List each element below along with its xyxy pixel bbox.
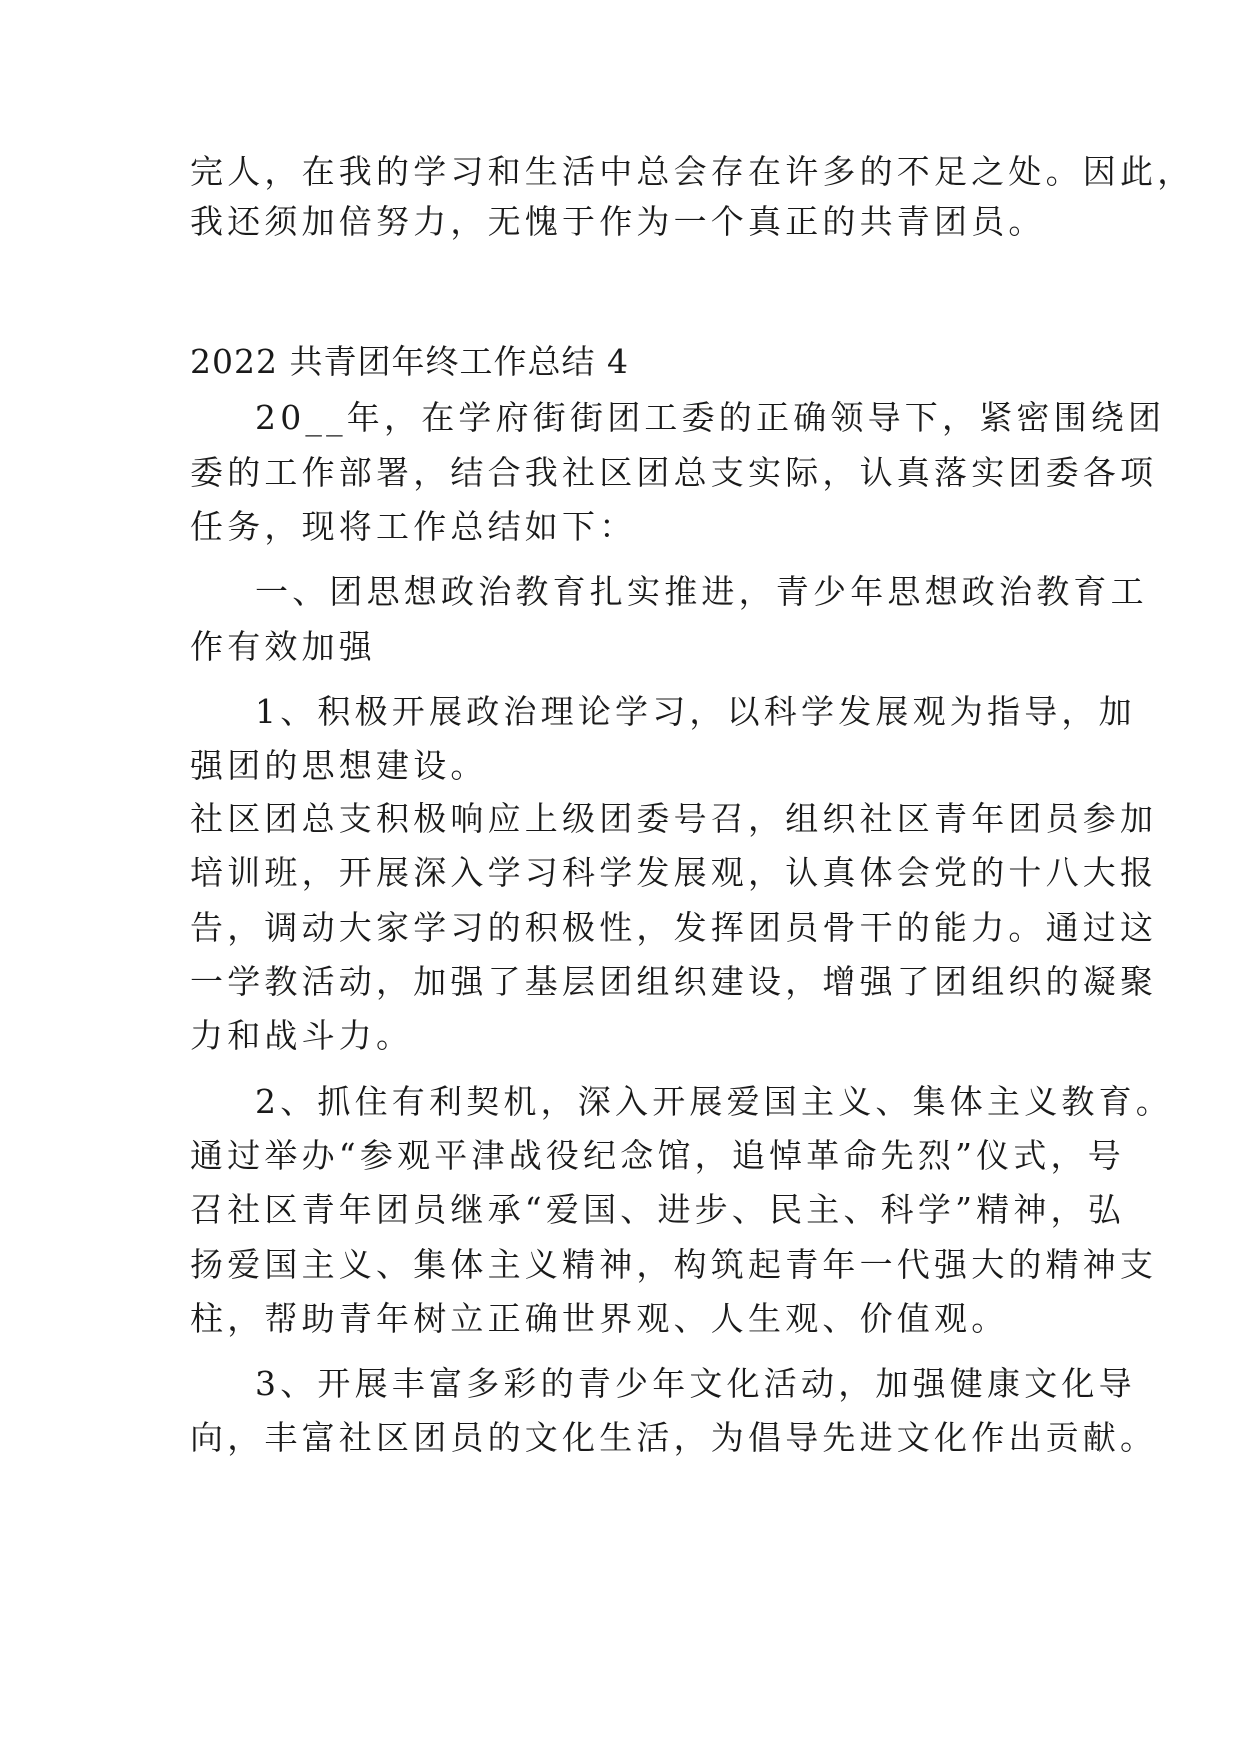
text-line: 召社区青年团员继承“爱国、进步、民主、科学”精神，弘	[190, 1190, 1125, 1229]
subsection-heading: 一、团思想政治教育扎实推进，青少年思想政治教育工	[255, 572, 1148, 611]
text-line: 告，调动大家学习的积极性，发挥团员骨干的能力。通过这	[190, 908, 1158, 947]
text-line: 1、积极开展政治理论学习，以科学发展观为指导，加	[255, 692, 1136, 731]
text-line: 通过举办“参观平津战役纪念馆，追悼革命先烈”仪式，号	[190, 1136, 1125, 1175]
text-line: 扬爱国主义、集体主义精神，构筑起青年一代强大的精神支	[190, 1245, 1158, 1284]
text-line: 2、抓住有利契机，深入开展爱国主义、集体主义教育。	[255, 1082, 1173, 1121]
text-line: 委的工作部署，结合我社区团总支实际，认真落实团委各项	[190, 453, 1158, 492]
text-line: 完人，在我的学习和生活中总会存在许多的不足之处。因此，	[190, 152, 1195, 191]
text-line: 向，丰富社区团员的文化生活，为倡导先进文化作出贡献。	[190, 1418, 1158, 1457]
text-line: 培训班，开展深入学习科学发展观，认真体会党的十八大报	[190, 853, 1158, 892]
text-line: 任务，现将工作总结如下：	[190, 507, 637, 546]
text-line: 柱，帮助青年树立正确世界观、人生观、价值观。	[190, 1299, 1009, 1338]
text-line: 力和战斗力。	[190, 1016, 414, 1055]
text-line: 3、开展丰富多彩的青少年文化活动，加强健康文化导	[255, 1364, 1136, 1403]
subsection-heading-continued: 作有效加强	[190, 627, 376, 666]
text-line: 一学教活动，加强了基层团组织建设，增强了团组织的凝聚	[190, 962, 1158, 1001]
text-line: 20__年，在学府街街团工委的正确领导下，紧密围绕团	[255, 398, 1166, 437]
text-line: 我还须加倍努力，无愧于作为一个真正的共青团员。	[190, 202, 1046, 241]
text-line: 社区团总支积极响应上级团委号召，组织社区青年团员参加	[190, 799, 1158, 838]
text-line: 强团的思想建设。	[190, 746, 488, 785]
section-heading: 2022 共青团年终工作总结 4	[190, 342, 629, 381]
